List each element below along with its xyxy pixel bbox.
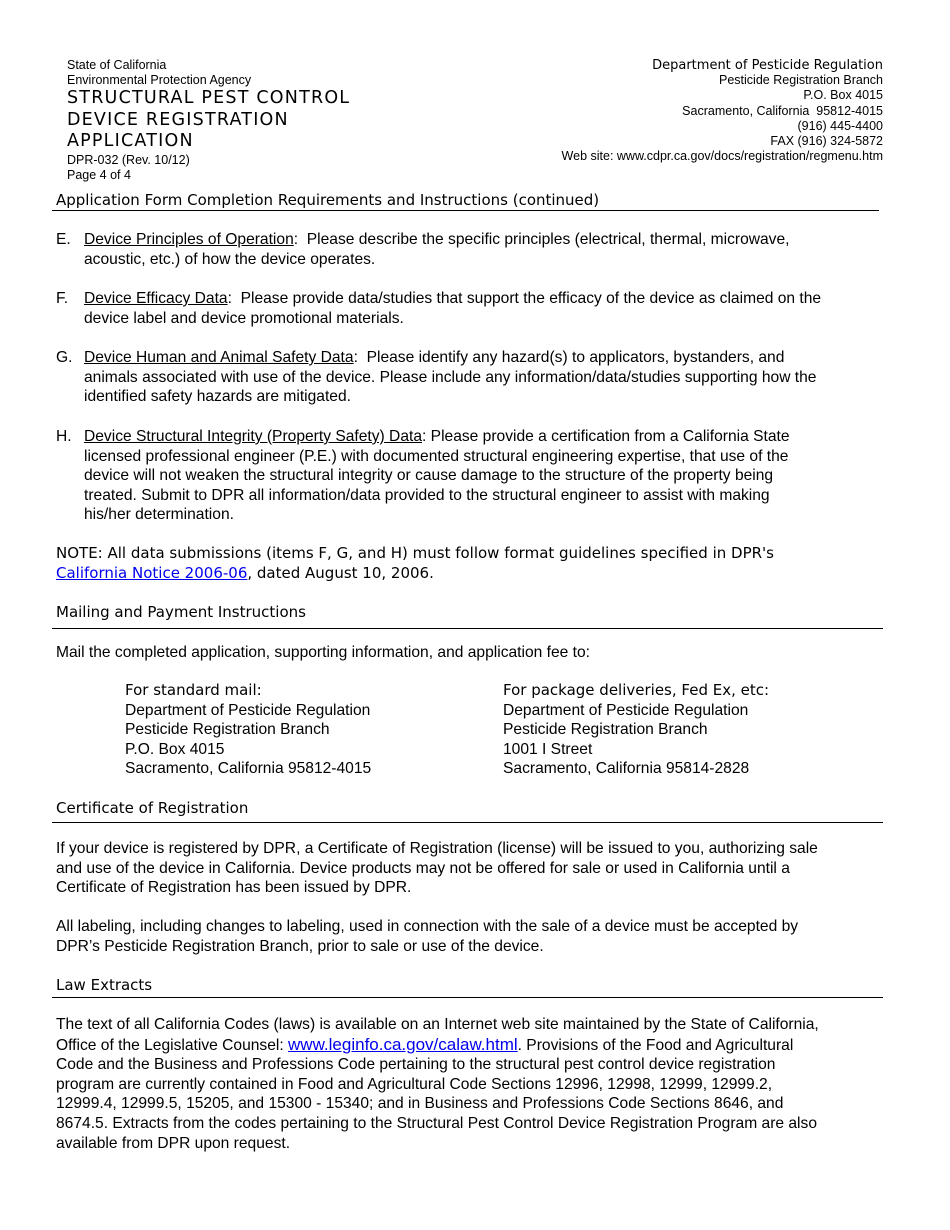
leginfo-link[interactable]: www.leginfo.ca.gov/calaw.html (288, 1034, 518, 1054)
website: Web site: www.cdpr.ca.gov/docs/registration/regmenu.htm (561, 149, 883, 164)
branch-name: Pesticide Registration Branch (719, 73, 883, 88)
mailing-rule (52, 628, 883, 629)
item-text-line: identified safety hazards are mitigated. (84, 388, 351, 406)
item-letter: G. (56, 349, 73, 366)
certificate-paragraph-2 (56, 917, 896, 956)
item-text-line: Please provide a certification from a California State (430, 428, 790, 445)
law-rule (52, 997, 883, 998)
paragraph-line: All labeling, including changes to labeling, used in connection with the sale of a device must be accepted by (56, 918, 799, 935)
item-text-line: animals associated with use of the device. Please include any information/data/studies supporting how the (84, 368, 817, 386)
item-title: Device Structural Integrity (Property Safety) Data (84, 428, 422, 445)
package-delivery-caption: For package deliveries, Fed Ex, etc: (503, 681, 770, 699)
item-text-line: Please describe the specific principles (electrical, thermal, microwave, (306, 231, 790, 248)
item-text-line: treated. Submit to DPR all information/data provided to the structural engineer to assist with making (84, 486, 770, 504)
instructions-heading: Application Form Completion Requirements and Instructions (continued) (56, 191, 600, 209)
item-h (56, 427, 896, 525)
package-delivery-address (503, 681, 769, 779)
item-sep: : (422, 428, 431, 445)
paragraph-line: 8674.5. Extracts from the codes pertaining to the Structural Pest Control Device Registration Program are also (56, 1114, 817, 1132)
california-notice-link[interactable]: California Notice 2006-06 (56, 564, 248, 582)
header-left (67, 58, 350, 183)
item-text-line: device will not weaken the structural integrity or cause damage to the structure of the property being (84, 467, 774, 485)
form-title-line1: STRUCTURAL PEST CONTROL (67, 88, 351, 108)
item-title: Device Principles of Operation (84, 231, 294, 248)
address-line: Department of Pesticide Regulation (503, 701, 749, 719)
item-text-line: Please provide data/studies that support the efficacy of the device as claimed on the (240, 290, 822, 307)
certificate-paragraph-1 (56, 839, 896, 898)
paragraph-text: . Provisions of the Food and Agricultural (517, 1036, 794, 1054)
standard-mail-address (125, 681, 371, 779)
department-name: Department of Pesticide Regulation (652, 58, 883, 73)
item-text-line: Please identify any hazard(s) to applicators, bystanders, and (366, 349, 785, 366)
address-line: Pesticide Registration Branch (503, 721, 708, 739)
paragraph-line: Code and the Business and Professions Code pertaining to the structural pest control device registration (56, 1056, 776, 1074)
form-title-line2: DEVICE REGISTRATION (67, 109, 289, 130)
item-sep: : (227, 290, 241, 307)
item-sep: : (353, 349, 367, 366)
address-line: Sacramento, California 95812-4015 (125, 760, 372, 778)
law-paragraph (56, 1015, 896, 1153)
page-number: Page 4 of 4 (67, 167, 131, 182)
item-f (56, 289, 896, 328)
paragraph-line: Certificate of Registration has been issued by DPR. (56, 879, 412, 897)
item-e (56, 230, 896, 269)
item-text-line: his/her determination. (84, 506, 234, 524)
mailing-heading: Mailing and Payment Instructions (56, 603, 306, 621)
paragraph-line: and use of the device in California. Device products may not be offered for sale or used in California until a (56, 859, 790, 877)
law-heading: Law Extracts (56, 976, 153, 994)
address-line: Pesticide Registration Branch (125, 721, 330, 739)
item-text-line: licensed professional engineer (P.E.) with documented structural engineering expertise, that use of the (84, 447, 789, 465)
paragraph-line: DPR’s Pesticide Registration Branch, prior to sale or use of the device. (56, 937, 544, 955)
item-letter: F. (56, 290, 69, 307)
address-line: P.O. Box 4015 (125, 740, 225, 758)
agency-name: Environmental Protection Agency (67, 73, 252, 87)
paragraph-line: The text of all California Codes (laws) is available on an Internet web site maintained by the State of California, (56, 1016, 819, 1033)
certificate-heading: Certificate of Registration (56, 799, 249, 817)
item-text-line: device label and device promotional materials. (84, 309, 404, 327)
data-submission-note (56, 543, 896, 583)
item-sep: : (293, 231, 307, 248)
state-name: State of California (67, 58, 167, 72)
po-box: P.O. Box 4015 (803, 88, 883, 103)
standard-mail-caption: For standard mail: (125, 681, 262, 699)
mailing-intro: Mail the completed application, supporting information, and application fee to: (56, 644, 590, 661)
item-title: Device Efficacy Data (84, 290, 228, 307)
address-line: Sacramento, California 95814-2828 (503, 760, 750, 778)
paragraph-line: 12999.4, 12999.5, 15205, and 15300 - 15340; and in Business and Professions Code Sections 8646, and (56, 1095, 784, 1113)
header-right (562, 58, 883, 164)
paragraph-text: Office of the Legislative Counsel: (56, 1036, 289, 1054)
item-g (56, 348, 896, 407)
address-line: Department of Pesticide Regulation (125, 701, 371, 719)
note-tail: , dated August 10, 2006. (247, 564, 434, 582)
city-line: Sacramento, California 95812-4015 (682, 103, 883, 118)
note-text: NOTE: All data submissions (items F, G, and H) must follow format guidelines specified in DPR's (56, 544, 774, 562)
item-text-line: acoustic, etc.) of how the device operates. (84, 250, 376, 268)
address-line: 1001 I Street (503, 740, 593, 758)
item-letter: H. (56, 428, 72, 445)
paragraph-line: available from DPR upon request. (56, 1134, 291, 1152)
form-number: DPR-032 (Rev. 10/12) (67, 152, 190, 167)
paragraph-line: If your device is registered by DPR, a Certificate of Registration (license) will be issued to you, authorizing sale (56, 840, 818, 857)
paragraph-line: program are currently contained in Food and Agricultural Code Sections 12996, 12998, 12999, 12999.2, (56, 1075, 773, 1093)
item-title: Device Human and Animal Safety Data (84, 349, 354, 366)
fax: FAX (916) 324-5872 (770, 134, 883, 149)
item-letter: E. (56, 231, 71, 248)
phone: (916) 445-4400 (797, 118, 883, 133)
instructions-rule (52, 210, 879, 211)
certificate-rule (52, 822, 883, 823)
form-title-line3: APPLICATION (67, 131, 194, 151)
